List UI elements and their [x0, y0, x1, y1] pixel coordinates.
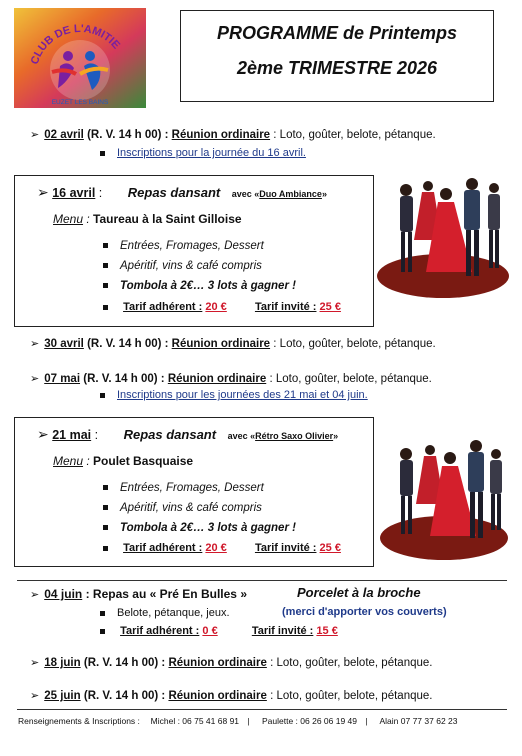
- event-title: Repas dansant: [123, 427, 217, 442]
- bullet-icon: [103, 505, 108, 510]
- tarif-adherent-value: 20 €: [205, 301, 227, 313]
- tarif-invite-value: 25 €: [319, 542, 341, 554]
- event-tarif: [103, 301, 341, 313]
- arrow-icon: ➢: [30, 129, 40, 141]
- dancers-image: [376, 172, 510, 300]
- arrow-icon: ➢: [30, 589, 40, 601]
- event-header: [37, 184, 327, 201]
- entry-activities: : Loto, goûter, belote, pétanque.: [270, 657, 433, 669]
- entry-date: 25 juin: [44, 690, 81, 702]
- bullet-icon: [103, 525, 108, 530]
- menu-dish: Poulet Basquaise: [93, 454, 194, 468]
- dancers-illustration: [376, 172, 510, 300]
- event-date-sep: :: [98, 186, 103, 200]
- entry-02-avril: [30, 128, 436, 141]
- title-box: [180, 10, 494, 102]
- arrow-icon: ➢: [37, 426, 49, 442]
- footer-contact-alain: Alain 07 77 37 62 23: [379, 716, 458, 726]
- tarif-invite-value: 15 €: [316, 625, 338, 637]
- event-item: Tombola à 2€… 3 lots à gagner !: [103, 522, 296, 534]
- entry-date: 30 avril: [44, 338, 84, 350]
- entry-04-juin: [30, 587, 247, 601]
- tarif-adherent-value: 0 €: [202, 625, 218, 637]
- event-date-sep: :: [94, 428, 99, 442]
- entry-sep: :: [85, 587, 90, 601]
- arrow-icon: ➢: [30, 657, 40, 669]
- entry-rv: (R. V. 14 h 00) :: [87, 129, 169, 141]
- entry-rv: (R. V. 14 h 00) :: [87, 338, 169, 350]
- bullet-icon: [103, 305, 108, 310]
- tarif-invite-label: Tarif invité :: [251, 625, 314, 637]
- tarif-invite-label: Tarif invité :: [254, 301, 317, 313]
- event-box-16-avril: [14, 175, 374, 327]
- event-header: [37, 426, 338, 443]
- event-item: Tombola à 2€… 3 lots à gagner !: [103, 280, 296, 292]
- entry-type: Réunion ordinaire: [167, 373, 267, 385]
- entry-rv: (R. V. 14 h 00) :: [83, 657, 166, 669]
- event-title: Repas dansant: [127, 185, 221, 200]
- event-avec: avec «Duo Ambiance»: [231, 189, 327, 199]
- entry-07-mai: [30, 372, 432, 385]
- bullet-icon: [103, 263, 108, 268]
- bullet-icon: [100, 629, 105, 634]
- footer-contact-paulette: Paulette : 06 26 06 19 49: [262, 716, 357, 726]
- footer: Renseignements & Inscriptions : Michel : 06 75 41 68 91 | Paulette : 06 26 06 19 49 | Alain 07 77 37 62 23: [18, 716, 458, 726]
- tarif-invite-value: 25 €: [319, 301, 341, 313]
- menu-label: Menu: [53, 212, 84, 226]
- bullet-icon: [103, 283, 108, 288]
- event-band: Duo Ambiance: [259, 189, 322, 199]
- entry-type: Réunion ordinaire: [168, 657, 267, 669]
- tarif-adherent-value: 20 €: [205, 542, 227, 554]
- event-date: 21 mai: [52, 428, 92, 442]
- entry-special: Porcelet à la broche: [297, 585, 421, 600]
- svg-text:EUZET LES BAINS: EUZET LES BAINS: [51, 99, 109, 106]
- bullet-icon: [100, 151, 105, 156]
- entry-note-text: Inscriptions pour la journée du 16 avril.: [117, 147, 306, 159]
- menu-label: Menu: [53, 454, 84, 468]
- arrow-icon: ➢: [30, 373, 40, 385]
- entry-activities: : Loto, goûter, belote, pétanque.: [269, 373, 432, 385]
- title-line-2: 2ème TRIMESTRE 2026: [236, 58, 438, 78]
- entry-rv: (R. V. 14 h 00) :: [83, 373, 165, 385]
- event-item: Entrées, Fromages, Dessert: [103, 482, 264, 494]
- title-line-1: PROGRAMME de Printemps: [216, 23, 458, 43]
- dancers-image: [378, 432, 510, 560]
- event-box-21-mai: [14, 417, 374, 567]
- bullet-icon: [100, 393, 105, 398]
- entry-activities: : Loto, goûter, belote, pétanque.: [273, 338, 436, 350]
- event-band: Rétro Saxo Olivier: [255, 431, 334, 441]
- bullet-icon: [103, 546, 108, 551]
- bullet-icon: [103, 243, 108, 248]
- dancers-illustration: [378, 432, 510, 560]
- tarif-adherent-label: Tarif adhérent :: [123, 301, 203, 313]
- entry-note: [100, 389, 368, 401]
- event-avec: avec «Rétro Saxo Olivier»: [227, 431, 339, 441]
- entry-activities: : Loto, goûter, belote, pétanque.: [273, 129, 436, 141]
- entry-date: 02 avril: [44, 129, 84, 141]
- tarif-invite-label: Tarif invité :: [254, 542, 317, 554]
- entry-tarif: [100, 625, 338, 637]
- section-divider: [17, 580, 507, 581]
- menu-dish: Taureau à la Saint Gilloise: [93, 212, 242, 226]
- entry-type: Réunion ordinaire: [171, 129, 271, 141]
- entry-rv: (R. V. 14 h 00) :: [83, 690, 166, 702]
- event-tarif: [103, 542, 341, 554]
- entry-title: Repas au « Pré En Bulles »: [92, 587, 247, 601]
- footer-contact-michel: Michel : 06 75 41 68 91: [150, 716, 240, 726]
- event-item: Entrées, Fromages, Dessert: [103, 240, 264, 252]
- entry-18-juin: [30, 656, 432, 669]
- entry-type: Réunion ordinaire: [171, 338, 271, 350]
- club-logo: [14, 8, 146, 108]
- footer-divider: [17, 709, 507, 710]
- arrow-icon: ➢: [37, 184, 49, 200]
- entry-date: 18 juin: [44, 657, 81, 669]
- club-logo-image: [14, 8, 146, 108]
- arrow-icon: ➢: [30, 338, 40, 350]
- entry-25-juin: [30, 689, 432, 702]
- tarif-adherent-label: Tarif adhérent :: [120, 625, 200, 637]
- footer-label: Renseignements & Inscriptions :: [18, 716, 140, 726]
- event-menu: Menu : Taureau à la Saint Gilloise: [53, 212, 242, 226]
- event-item: Apéritif, vins & café compris: [103, 260, 262, 272]
- event-menu: Menu : Poulet Basquaise: [53, 454, 194, 468]
- arrow-icon: ➢: [30, 690, 40, 702]
- entry-bring-note: (merci d'apporter vos couverts): [282, 606, 447, 618]
- bullet-icon: [103, 485, 108, 490]
- entry-date: 04 juin: [44, 587, 83, 601]
- event-date: 16 avril: [52, 186, 96, 200]
- entry-items: Belote, pétanque, jeux.: [100, 607, 230, 619]
- entry-type: Réunion ordinaire: [168, 690, 267, 702]
- entry-note-text: Inscriptions pour les journées des 21 mai et 04 juin.: [117, 389, 368, 401]
- event-item: Apéritif, vins & café compris: [103, 502, 262, 514]
- entry-date: 07 mai: [44, 373, 81, 385]
- svg-text:CLUB DE L'AMITIE: CLUB DE L'AMITIE: [28, 22, 123, 67]
- bullet-icon: [100, 611, 105, 616]
- entry-note: [100, 147, 306, 159]
- entry-30-avril: [30, 337, 436, 350]
- entry-activities: : Loto, goûter, belote, pétanque.: [270, 690, 433, 702]
- tarif-adherent-label: Tarif adhérent :: [123, 542, 203, 554]
